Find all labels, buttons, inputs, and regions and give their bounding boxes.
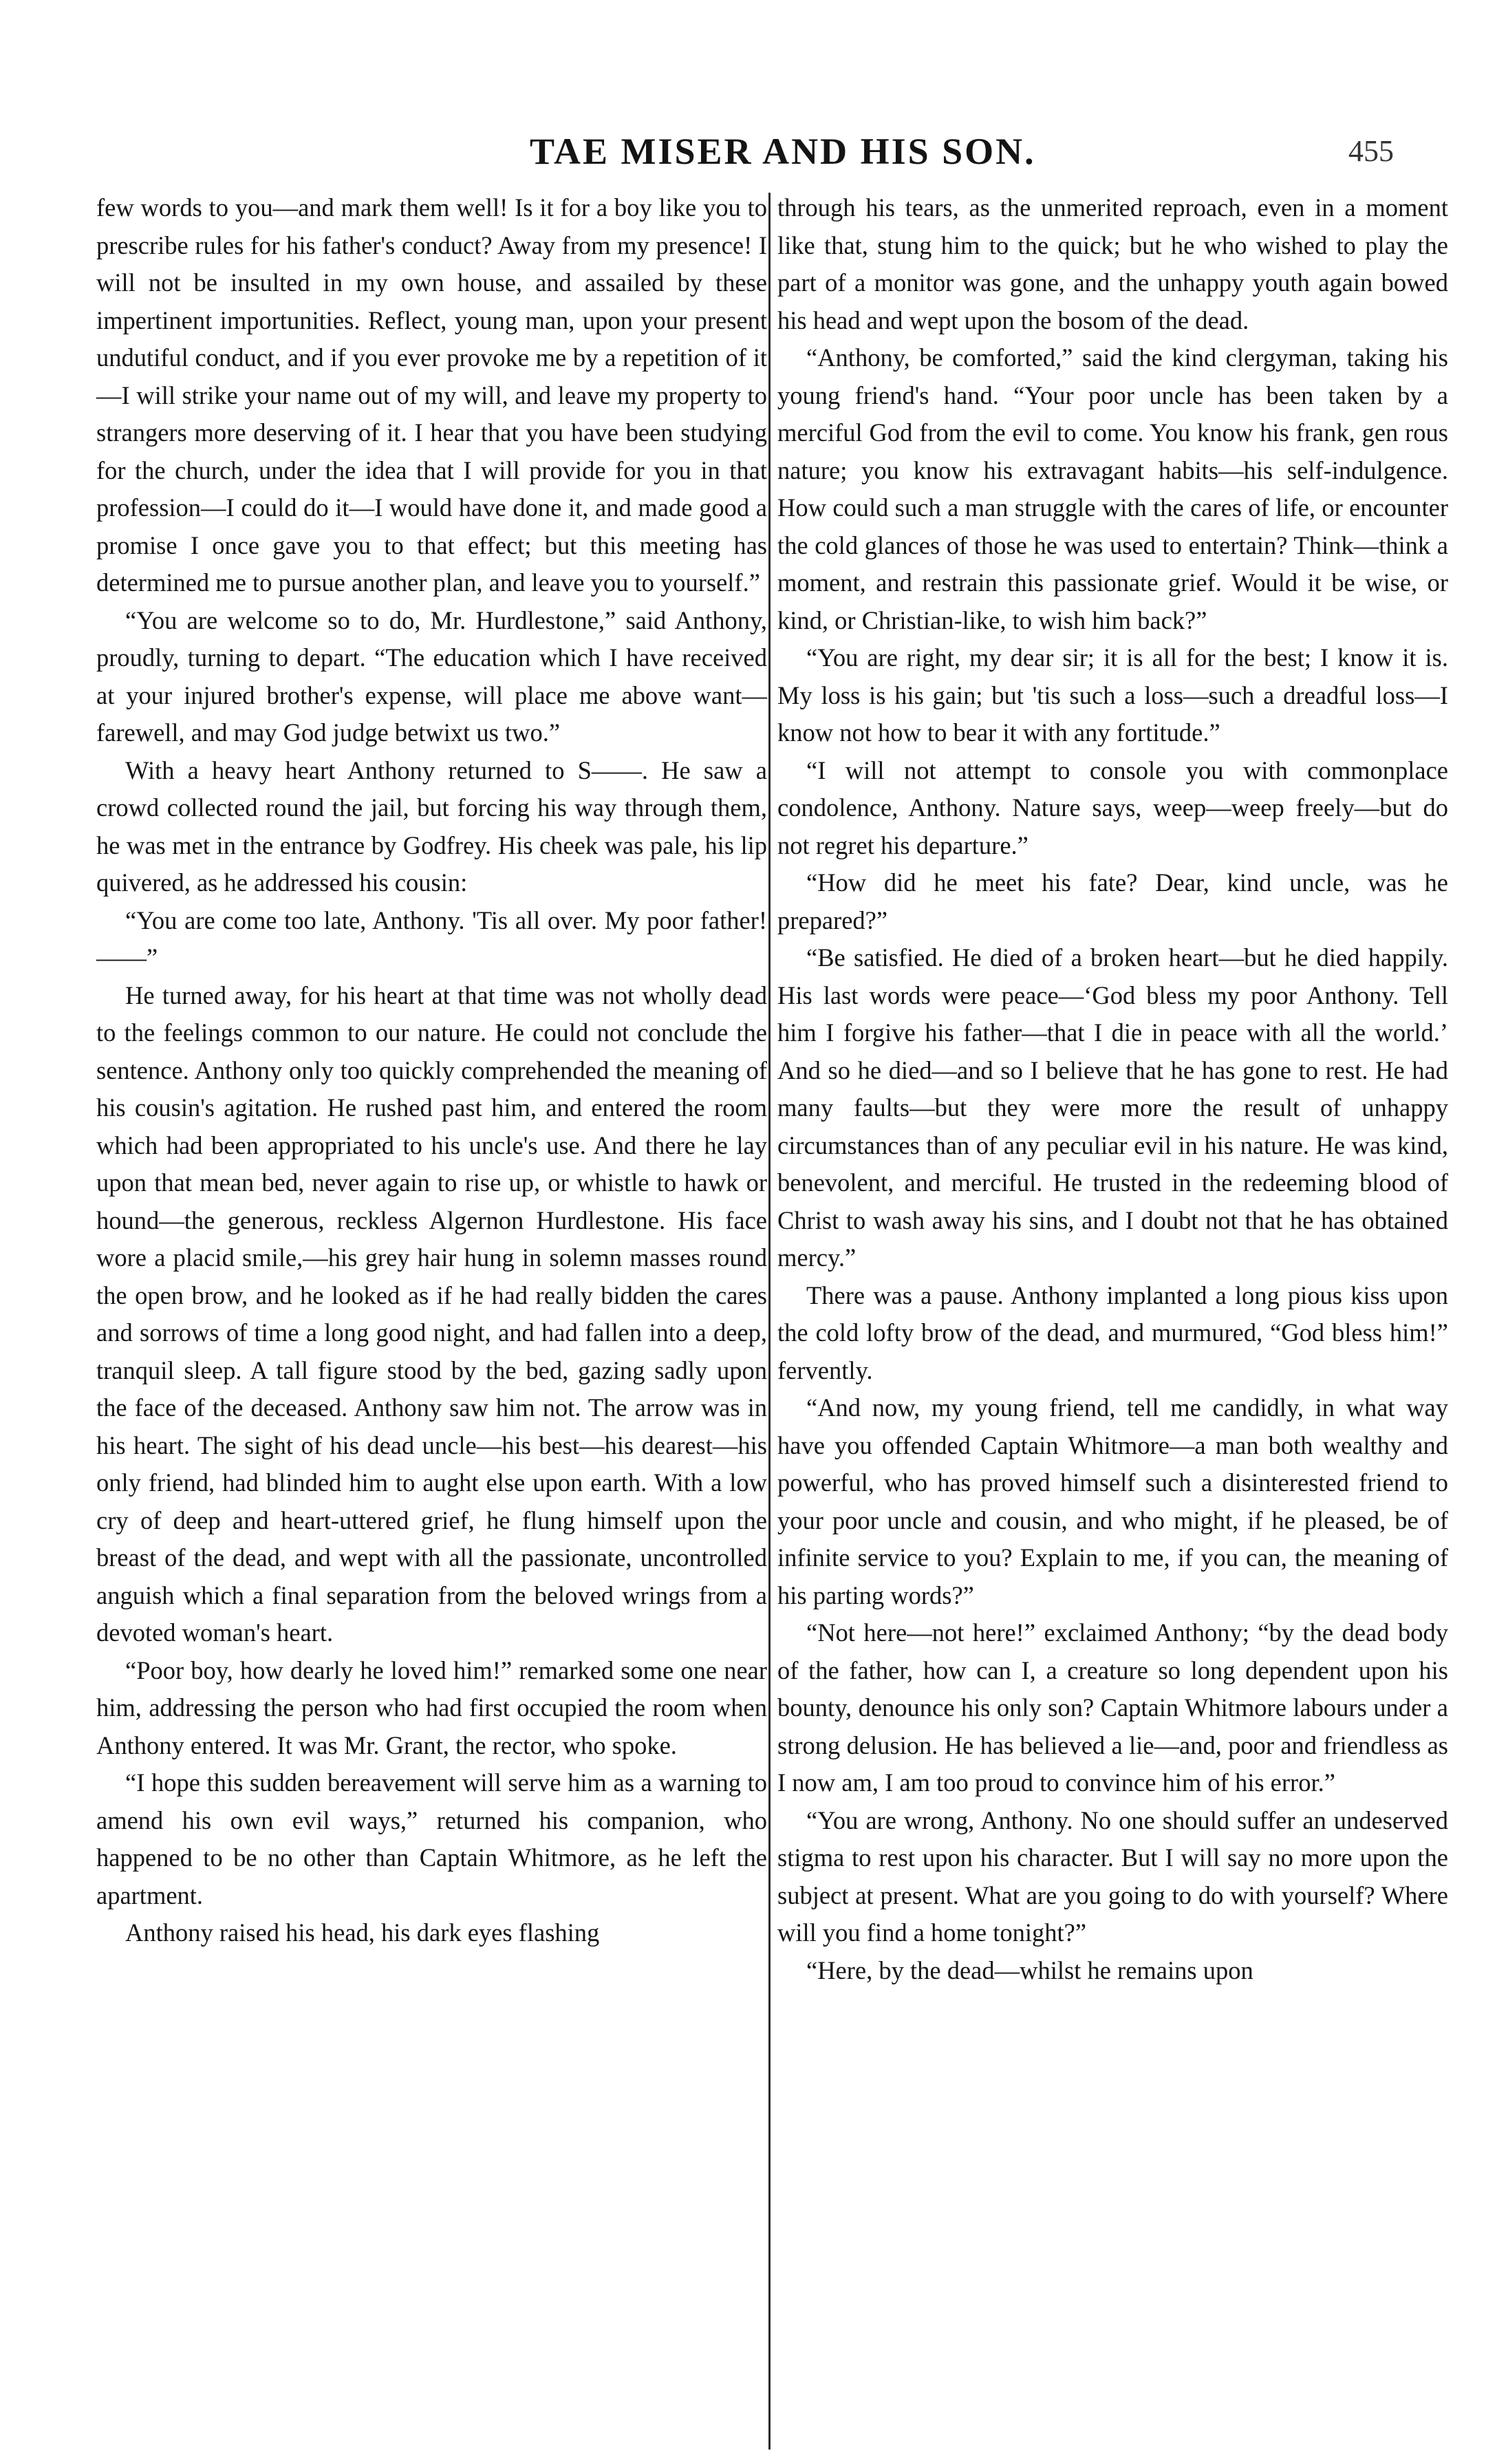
paragraph: “How did he meet his fate? Dear, kind uncle, was he prepared?” [777, 868, 1448, 934]
paragraph: few words to you—and mark them well! Is it for a boy like you to prescribe rules for his father's conduct? Away from my presence! I will not be insulted in my own house, and assailed by these impertinent importunities. Reflect, young man, upon your present undutiful conduct, and if you ever provoke me by a repetition of it—I will strike your name out of my will, and leave my property to strangers more deserving of it. I hear that you have been studying for the church, under the idea that I will provide for you in that profession—I could do it—I would have done it, and made good a promise I once gave you to that effect; but this meeting has determined me to pursue another plan, and leave you to yourself.” [96, 193, 767, 597]
page-number: 455 [1348, 134, 1394, 168]
paragraph: Anthony raised his head, his dark eyes flashing [125, 1918, 600, 1947]
paragraph: There was a pause. Anthony implanted a long pious kiss upon the cold lofty brow of the dead, and murmured, “God bless him!” fervently. [777, 1281, 1448, 1384]
paragraph: “You are welcome so to do, Mr. Hurdlestone,” said Anthony, proudly, turning to depart. “The education which I have received at your injured brother's expense, will place me above want—farewell, and may God judge betwixt us two.” [96, 606, 767, 747]
paragraph: “You are wrong, Anthony. No one should suffer an undeserved stigma to rest upon his character. But I will say no more upon the subject at present. What are you going to do with yourself? Where will you find a home tonight?” [777, 1806, 1448, 1947]
paragraph: He turned away, for his heart at that time was not wholly dead to the feelings common to our nature. He could not conclude the sentence. Anthony only too quickly comprehended the meaning of his cousin's agitation. He rushed past him, and entered the room which had been appropriated to his uncle's use. And there he lay upon that mean bed, never again to rise up, or whistle to hawk or hound—the generous, reckless Algernon Hurdlestone. His face wore a placid smile,—his grey hair hung in solemn masses round the open brow, and he looked as if he had really bidden the cares and sorrows of time a long good night, and had fallen into a deep, tranquil sleep. A tall figure stood by the bed, gazing sadly upon the face of the deceased. Anthony saw him not. The arrow was in his heart. The sight of his dead uncle—his best—his dearest—his only friend, had blinded him to aught else upon earth. With a low cry of deep and heart-uttered grief, he flung himself upon the breast of the dead, and wept with all the passionate, uncontrolled anguish which a final separation from the beloved wrings from a devoted woman's heart. [96, 981, 767, 1647]
paragraph: “Be satisfied. He died of a broken heart—but he died happily. His last words were peace—‘God bless my poor Anthony. Tell him I forgive his father—that I die in peace with all the world.’ And so he died—and so I believe that he has gone to rest. He had many faults—but they were more the result of unhappy circumstances than of any peculiar evil in his nature. He was kind, benevolent, and merciful. He trusted in the redeeming blood of Christ to wash away his sins, and I doubt not that he has obtained mercy.” [777, 943, 1448, 1272]
paragraph: “Here, by the dead—whilst he remains upon [806, 1956, 1253, 1984]
right-column [777, 189, 1448, 1989]
paragraph: “Poor boy, how dearly he loved him!” remarked some one near him, addressing the person who had first occupied the room when Anthony entered. It was Mr. Grant, the rector, who spoke. [96, 1656, 767, 1759]
paragraph: “And now, my young friend, tell me candidly, in what way have you offended Captain Whitmore—a man both wealthy and powerful, who has proved himself such a disinterested friend to your poor uncle and cousin, and who might, if he pleased, be of infinite service to you? Explain to me, if you can, the meaning of his parting words?” [777, 1393, 1448, 1609]
paragraph: “Not here—not here!” exclaimed Anthony; “by the dead body of the father, how can I, a creature so long dependent upon his bounty, denounce his only son? Captain Whitmore labours under a strong delusion. He has believed a lie—and, poor and friendless as I now am, I am too proud to convince him of his error.” [777, 1618, 1448, 1797]
running-head [0, 124, 1486, 179]
page-title: TAE MISER AND HIS SON. [530, 131, 1036, 172]
column-divider [768, 193, 771, 2450]
paragraph: “I will not attempt to console you with commonplace condolence, Anthony. Nature says, weep—weep freely—but do not regret his departure.” [777, 756, 1448, 859]
left-column [96, 189, 767, 1952]
paragraph: through his tears, as the unmerited reproach, even in a moment like that, stung him to the quick; but he who wished to play the part of a monitor was gone, and the unhappy youth again bowed his head and wept upon the bosom of the dead. [777, 193, 1448, 334]
paragraph: “You are right, my dear sir; it is all for the best; I know it is. My loss is his gain; but 'tis such a loss—such a dreadful loss—I know not how to bear it with any fortitude.” [777, 643, 1448, 747]
paragraph: “I hope this sudden bereavement will serve him as a warning to amend his own evil ways,” returned his companion, who happened to be no other than Captain Whitmore, as he left the apartment. [96, 1768, 767, 1909]
paragraph: “You are come too late, Anthony. 'Tis all over. My poor father! ——” [96, 906, 767, 972]
paragraph: With a heavy heart Anthony returned to S——. He saw a crowd collected round the jail, but forcing his way through them, he was met in the entrance by Godfrey. His cheek was pale, his lip quivered, as he addressed his cousin: [96, 756, 767, 897]
paragraph: “Anthony, be comforted,” said the kind clergyman, taking his young friend's hand. “Your poor uncle has been taken by a merciful God from the evil to come. You know his frank, gen rous nature; you know his extravagant habits—his self-indulgence. How could such a man struggle with the cares of life, or encounter the cold glances of those he was used to entertain? Think—think a moment, and restrain this passionate grief. Would it be wise, or kind, or Christian-like, to wish him back?” [777, 343, 1448, 634]
